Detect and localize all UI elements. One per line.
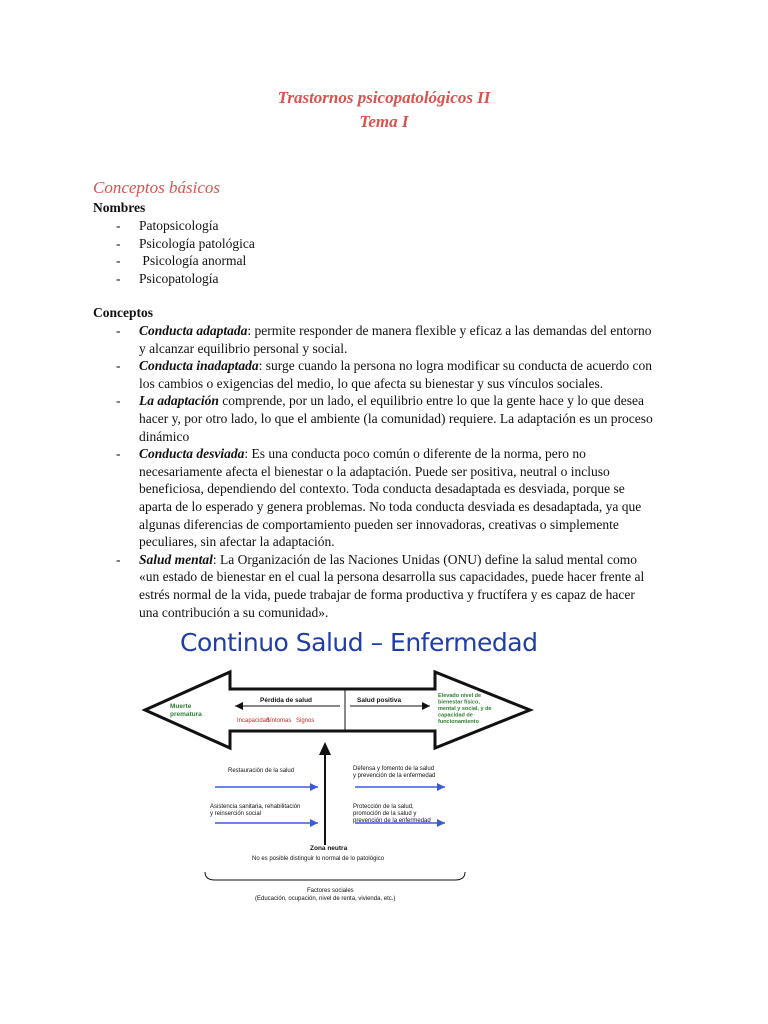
incapacidad-label: Incapacidad [237, 718, 270, 724]
sintomas-label: Síntomas [266, 718, 292, 724]
term: Conducta adaptada [139, 323, 248, 338]
left-end-label: Muerte prematura [170, 703, 202, 718]
list-item: - Conducta desviada: Es una conducta poco común o diferente de la norma, pero no necesariamente afecta el bienestar o la adaptación. Puede ser positiva, neutral o incluso beneficiosa, dependiendo del contexto. Toda conducta desadaptada es desviada, porque se aparta de lo esperado y genera problemas. No toda conducta desviada es desadaptada, ya que algunas diferencias de comportamiento pueden ser innovadoras, creativas o simplemente peculiares, sin afectar la adaptación. [116, 446, 642, 550]
list-item: - Salud mental: La Organización de las Naciones Unidas (ONU) define la salud mental como «un estado de bienestar en el cual la persona desarrolla sus capacidades, puede hacer frente al estrés normal de la vida, puede trabajar de forma productiva y fructífera y es capaz de hacer una contribución a su comunidad». [116, 551, 645, 620]
list-item: - Psicología anormal [116, 253, 247, 269]
proteccion-label: Protección de la salud, promoción de la salud y prevención de la enfermedad [353, 804, 431, 824]
list-item: - La adaptación comprende, por un lado, el equilibrio entre lo que la gente hace y lo que desea hacer y, por otro lado, lo que el ambiente (la comunidad) requiere. La adaptación es un proceso dinámico [116, 393, 653, 444]
term: Salud mental [139, 551, 213, 567]
diagram-title: Continuo Salud – Enfermedad [180, 628, 538, 657]
list-item: - Conducta inadaptada: surge cuando la persona no logra modificar su conducta de acuerdo con los cambios o exigencias del medio, lo que afecta su bienestar y sus vínculos sociales. [116, 358, 653, 391]
restauracion-label: Restauración de la salud [228, 768, 295, 774]
zona-neutra-label: Zona neutra [310, 845, 348, 852]
list-item: - Psicopatología [116, 270, 219, 286]
asistencia-label: Asistencia sanitaria, rehabilitación y reinserción social [210, 804, 301, 817]
signos-label: Signos [296, 718, 315, 724]
factores-detalle-label: (Educación, ocupación, nivel de renta, vivienda, etc.) [255, 896, 396, 902]
section-title: Conceptos básicos [93, 178, 221, 197]
bottom-bracket [205, 872, 465, 880]
perdida-label: Pérdida de salud [260, 697, 313, 704]
document-title: Trastornos psicopatológicos II [277, 88, 491, 107]
term: Conducta desviada [139, 446, 245, 462]
term: Conducta inadaptada [139, 358, 259, 374]
list-item: - Conducta adaptada: permite responder de manera flexible y eficaz a las demandas del entorno y alcanzar equilibrio personal y social. [116, 323, 652, 356]
defensa-label: Defensa y fomento de la salud y prevención de la enfermedad [353, 766, 436, 779]
list-item: - Psicología patológica [116, 235, 255, 251]
document-subtitle: Tema I [359, 112, 409, 131]
term: La adaptación [139, 393, 219, 409]
no-posible-label: No es posible distinguir lo normal de lo patológico [252, 856, 385, 862]
conceptos-label: Conceptos [93, 305, 153, 320]
factores-label: Factores sociales [307, 888, 354, 894]
nombres-label: Nombres [93, 200, 146, 215]
list-item: - Patopsicología [116, 218, 219, 233]
salud-positiva-label: Salud positiva [357, 697, 402, 704]
right-end-label: Elevado nivel de bienestar físico, mental y social, y de capacidad de funcionamiento [438, 693, 492, 725]
